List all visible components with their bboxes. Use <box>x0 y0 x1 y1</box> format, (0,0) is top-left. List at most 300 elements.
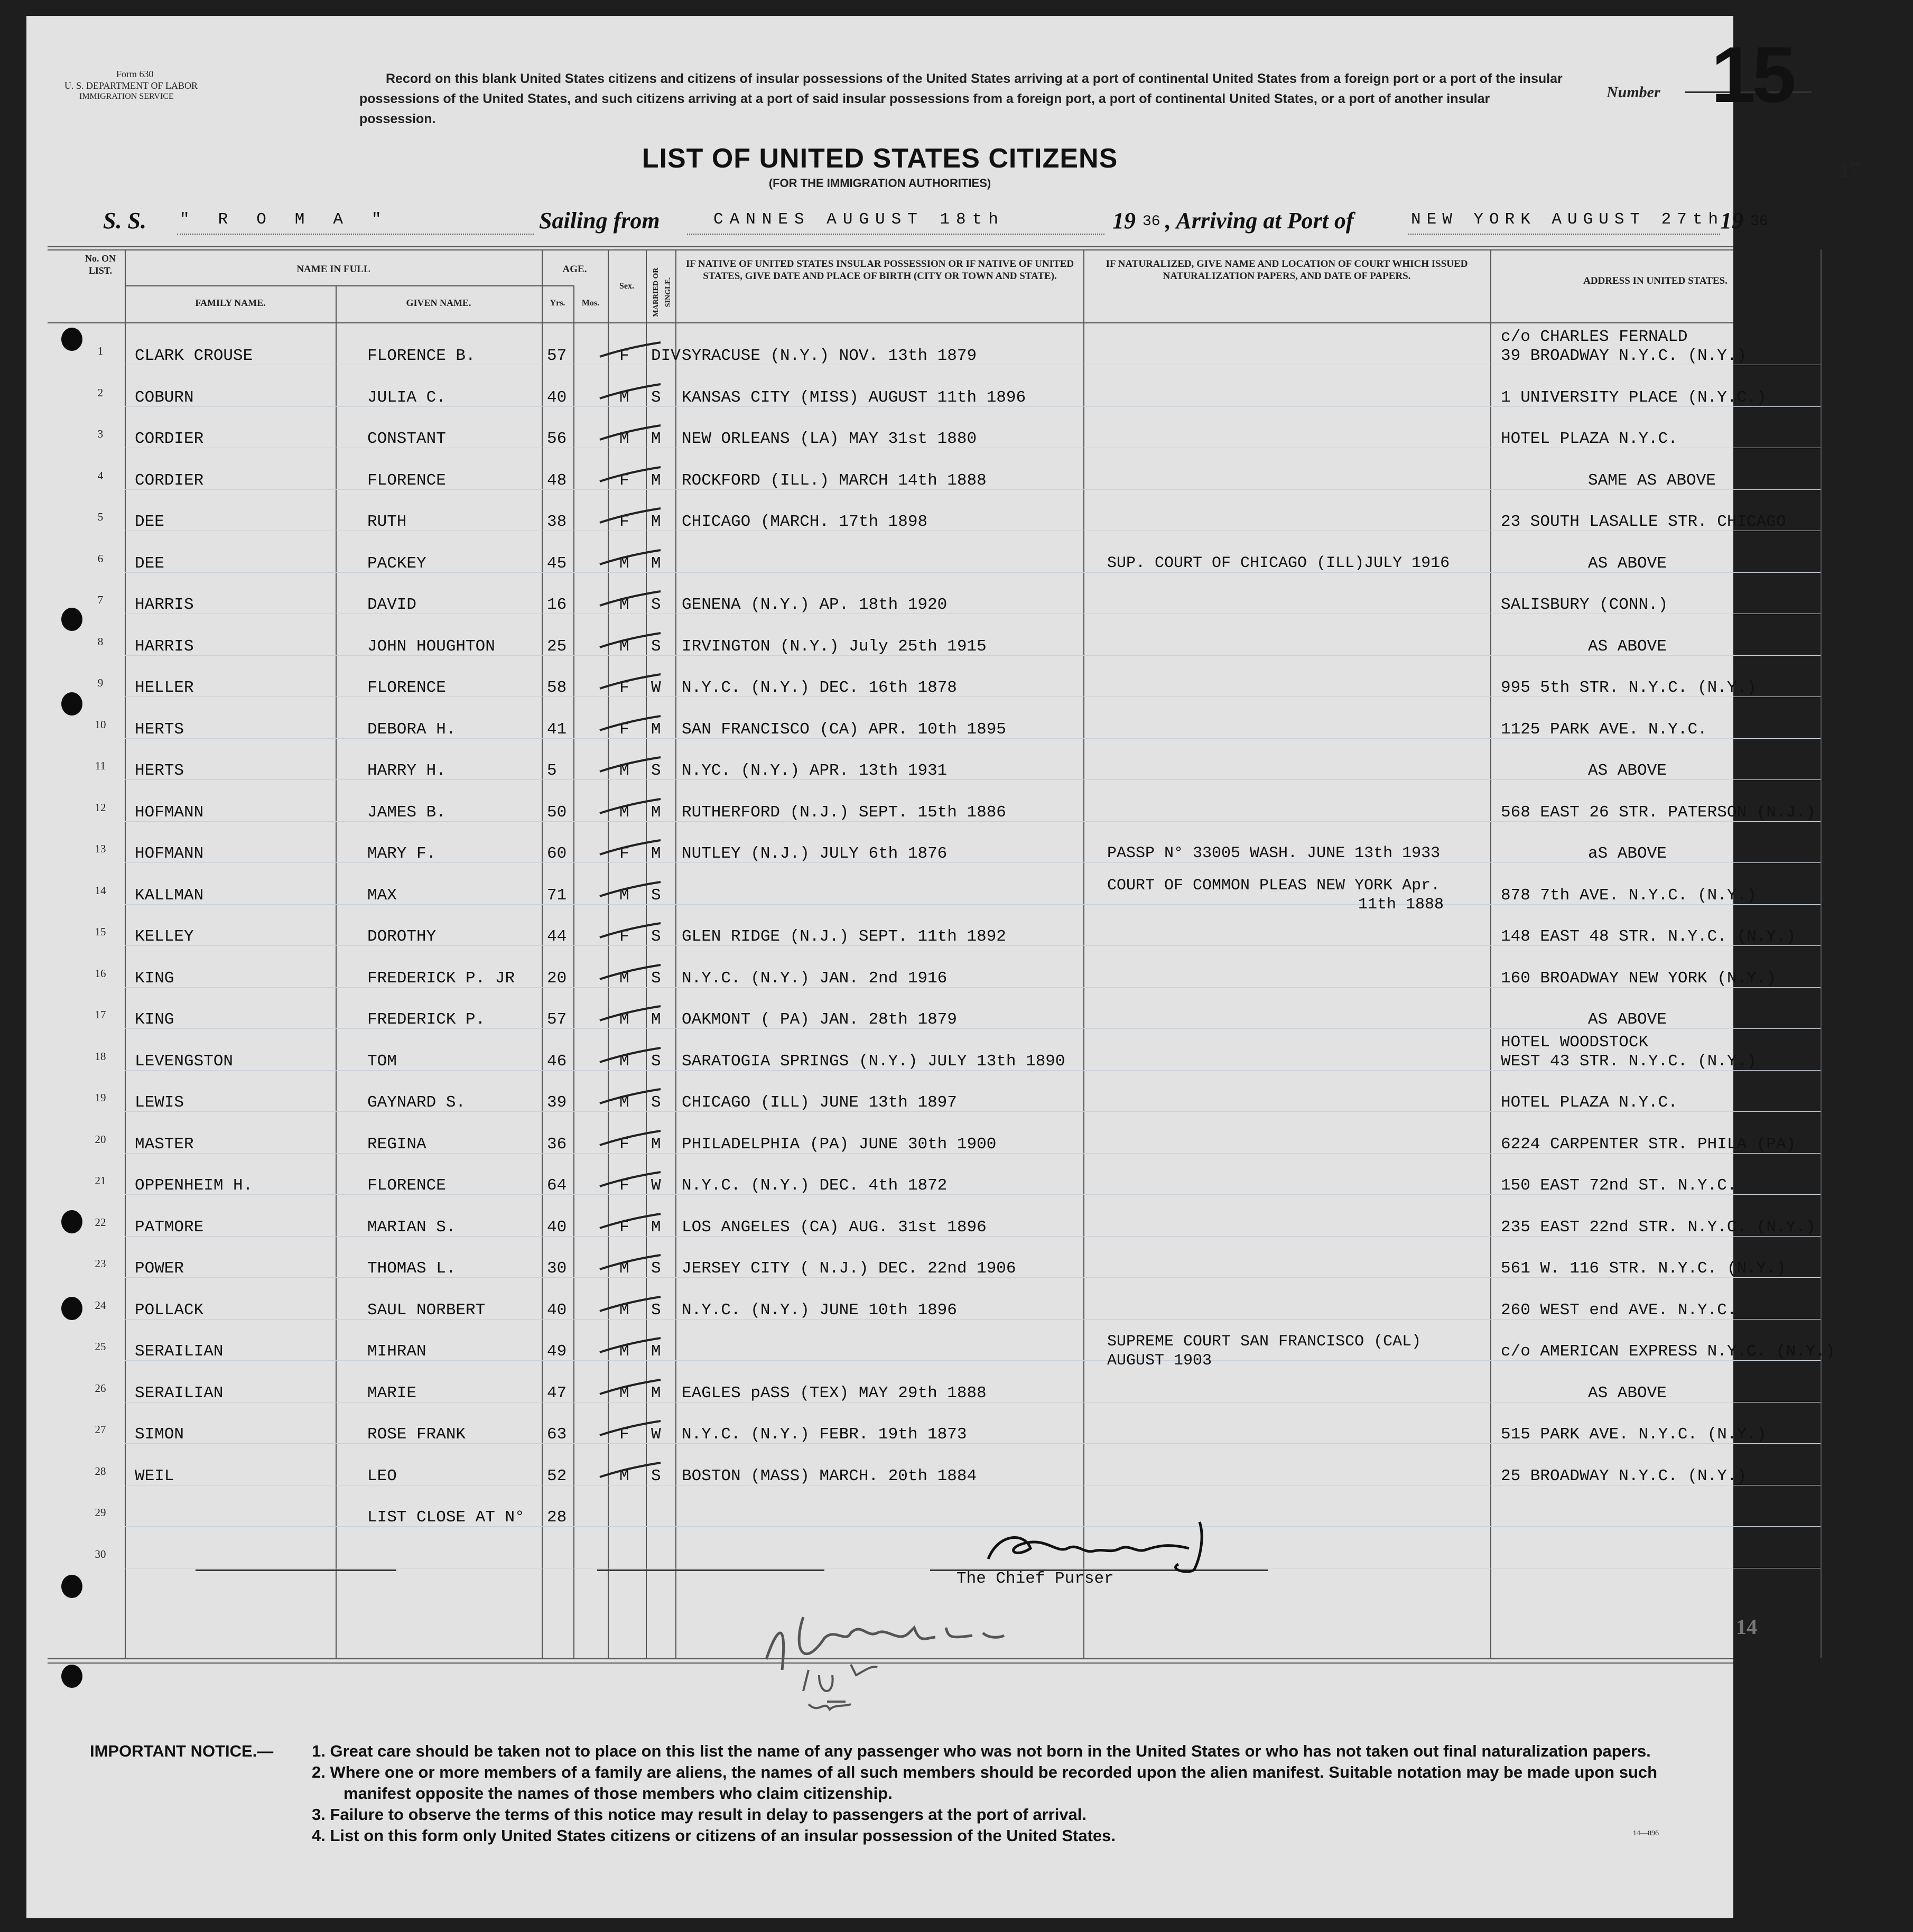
family-name: COBURN <box>135 388 194 407</box>
marital-status: S <box>651 1259 661 1278</box>
check-mark <box>595 624 668 655</box>
check-mark <box>595 665 668 696</box>
age-years: 57 <box>547 347 567 365</box>
number-label: Number <box>1606 83 1660 101</box>
given-name: LIST CLOSE AT N° <box>367 1508 525 1527</box>
check-stroke <box>600 1380 661 1394</box>
address: 25 BROADWAY N.Y.C. (N.Y.) <box>1501 1466 1747 1485</box>
row-number: 14 <box>95 884 106 897</box>
check-mark <box>595 955 668 987</box>
list-number: 15 <box>1711 30 1793 119</box>
ss-label: S. S. <box>103 208 146 234</box>
given-name: TOM <box>367 1052 397 1071</box>
birth-place-date: ROCKFORD (ILL.) MARCH 14th 1888 <box>682 471 987 490</box>
given-name: FLORENCE <box>367 1176 446 1195</box>
check-mark <box>595 499 668 531</box>
marital-status: W <box>651 679 661 697</box>
col-name-in-full: NAME IN FULL <box>296 264 370 275</box>
row-number: 4 <box>97 469 104 482</box>
age-years: 60 <box>547 844 567 863</box>
check-stroke <box>600 550 661 564</box>
marital-status: DIV <box>651 347 681 365</box>
marital-status: M <box>651 471 661 490</box>
address: AS ABOVE <box>1588 637 1667 656</box>
given-name: JAMES B. <box>367 803 446 822</box>
address: HOTEL PLAZA N.Y.C. <box>1501 1093 1678 1112</box>
row-number: 1 <box>97 345 104 357</box>
address: aS ABOVE <box>1588 844 1667 863</box>
sex: M <box>619 886 629 905</box>
punch-hole <box>61 1210 82 1233</box>
family-name: CORDIER <box>135 430 204 448</box>
punch-hole <box>61 692 82 716</box>
family-name: WEIL <box>135 1466 174 1485</box>
check-mark <box>595 1329 668 1360</box>
notice-2: 2. Where one or more members of a family are aliens, the names of all such members should be recorded upon the alien manifest. Suitable notation may be made upon such <box>312 1763 1658 1781</box>
marital-status: S <box>651 637 661 656</box>
row-number: 21 <box>95 1174 106 1187</box>
check-stroke <box>600 1214 661 1228</box>
family-name: MASTER <box>135 1135 194 1154</box>
given-name: ROSE FRANK <box>367 1425 466 1444</box>
check-mark <box>595 1246 668 1277</box>
sex: M <box>619 1259 629 1278</box>
age-years: 39 <box>547 1093 567 1112</box>
row-number: 9 <box>97 676 104 689</box>
birth-place-date: N.Y.C. (N.Y.) DEC. 16th 1878 <box>682 679 957 697</box>
form-code: 14—896 <box>1633 1829 1659 1837</box>
sex: M <box>619 1383 629 1402</box>
birth-place-date: CHICAGO (MARCH. 17th 1898 <box>682 513 928 531</box>
check-mark <box>595 997 668 1028</box>
address: 878 7th AVE. N.Y.C. (N.Y.) <box>1501 886 1757 905</box>
marital-status: M <box>651 1135 661 1154</box>
marital-status: W <box>651 1425 661 1444</box>
punch-hole <box>61 1665 82 1688</box>
row-number: 28 <box>95 1464 106 1478</box>
row-number: 15 <box>95 925 106 938</box>
address: 561 W. 116 STR. N.Y.C. (N.Y.) <box>1501 1259 1786 1278</box>
row-number: 16 <box>95 967 106 980</box>
punch-hole <box>61 1297 82 1320</box>
sex: M <box>619 761 629 780</box>
check-stroke <box>600 799 661 813</box>
check-mark <box>595 1038 668 1070</box>
naturalization: SUP. COURT OF CHICAGO (ILL)JULY 1916 <box>1107 554 1450 572</box>
row-number: 2 <box>97 386 104 399</box>
birth-place-date: JERSEY CITY ( N.J.) DEC. 22nd 1906 <box>682 1259 1016 1278</box>
arriving-label: , Arriving at Port of <box>1165 208 1354 234</box>
marital-status: S <box>651 1052 661 1071</box>
birth-place-date: SYRACUSE (N.Y.) NOV. 13th 1879 <box>682 347 977 365</box>
age-years: 41 <box>547 720 567 739</box>
given-name: JOHN HOUGHTON <box>367 637 495 656</box>
address: 995 5th STR. N.Y.C. (N.Y.) <box>1501 679 1757 697</box>
check-mark <box>595 831 668 862</box>
sex: M <box>619 1010 629 1029</box>
col-address: ADDRESS IN UNITED STATES. <box>1583 275 1728 286</box>
birth-place-date: NEW ORLEANS (LA) MAY 31st 1880 <box>682 430 977 448</box>
check-mark <box>595 914 668 945</box>
row-number: 23 <box>95 1257 106 1270</box>
row-number: 11 <box>95 759 106 772</box>
sex: F <box>619 927 629 946</box>
check-mark <box>595 582 668 614</box>
family-name: OPPENHEIM H. <box>135 1176 253 1195</box>
birth-place-date: N.Y.C. (N.Y.) JAN. 2nd 1916 <box>682 969 948 988</box>
age-years: 40 <box>547 1218 567 1237</box>
row-number: 10 <box>95 718 106 731</box>
family-name: HELLER <box>135 679 194 697</box>
check-stroke <box>600 1255 661 1269</box>
given-name: LEO <box>367 1466 397 1485</box>
marital-status: S <box>651 596 661 614</box>
given-name: MARIAN S. <box>367 1218 456 1237</box>
age-years: 28 <box>547 1508 567 1527</box>
col-given-name: GIVEN NAME. <box>406 298 471 308</box>
given-name: CONSTANT <box>367 430 446 448</box>
age-years: 50 <box>547 803 567 822</box>
family-name: CORDIER <box>135 471 204 490</box>
sex: F <box>619 513 629 531</box>
row-number: 7 <box>97 593 104 606</box>
purser-title: The Chief Purser <box>956 1569 1114 1588</box>
page-subtitle: (FOR THE IMMIGRATION AUTHORITIES) <box>768 177 991 190</box>
family-name: HARRIS <box>135 637 194 656</box>
marital-status: S <box>651 886 661 905</box>
family-name: KING <box>135 969 174 988</box>
address: 260 WEST end AVE. N.Y.C. <box>1501 1301 1737 1320</box>
check-mark <box>595 1121 668 1153</box>
naturalization: COURT OF COMMON PLEAS NEW YORK Apr. <box>1107 876 1441 895</box>
sailing-from-value: CANNES AUGUST 18th <box>713 210 1005 229</box>
check-stroke <box>600 425 661 440</box>
sex: M <box>619 1466 629 1485</box>
col-family-name: FAMILY NAME. <box>195 298 266 308</box>
marital-status: M <box>651 844 661 863</box>
check-stroke <box>600 965 661 979</box>
form-number: Form 630 <box>116 69 154 79</box>
punch-hole <box>61 608 82 631</box>
birth-place-date: CHICAGO (ILL) JUNE 13th 1897 <box>682 1093 957 1112</box>
sex: F <box>619 1176 629 1195</box>
page-number: 17 <box>1839 158 1860 182</box>
given-name: HARRY H. <box>367 761 446 780</box>
address: 39 BROADWAY N.Y.C. (N.Y.) <box>1501 347 1747 365</box>
age-years: 30 <box>547 1259 567 1278</box>
col-no: No. ON LIST. <box>85 253 116 276</box>
sex: M <box>619 1301 629 1320</box>
sex: M <box>619 388 629 407</box>
notice-1: 1. Great care should be taken not to place on this list the name of any passenger who was not born in the United States or who has not taken out final naturalization papers. <box>312 1742 1651 1760</box>
sex: M <box>619 554 629 573</box>
age-years: 46 <box>547 1052 567 1071</box>
check-mark <box>595 1411 668 1443</box>
marital-status: S <box>651 969 661 988</box>
marital-status: M <box>651 1342 661 1361</box>
marital-status: M <box>651 803 661 822</box>
family-name: KING <box>135 1010 174 1029</box>
address: AS ABOVE <box>1588 761 1667 780</box>
row-number: 25 <box>95 1340 106 1353</box>
age-years: 49 <box>547 1342 567 1361</box>
age-years: 48 <box>547 471 567 490</box>
sex: M <box>619 1093 629 1112</box>
family-name: HOFMANN <box>135 844 204 863</box>
check-mark <box>595 1370 668 1402</box>
row-number: 26 <box>95 1381 106 1395</box>
col-age: AGE. <box>562 264 587 275</box>
given-name: DOROTHY <box>367 927 437 946</box>
family-name: HERTS <box>135 720 184 739</box>
check-stroke <box>600 1421 661 1435</box>
age-years: 58 <box>547 679 567 697</box>
marital-status: M <box>651 513 661 531</box>
given-name: JULIA C. <box>367 388 446 407</box>
address: 150 EAST 72nd ST. N.Y.C. <box>1501 1176 1737 1195</box>
age-years: 71 <box>547 886 567 905</box>
marital-status: S <box>651 1301 661 1320</box>
marital-status: M <box>651 720 661 739</box>
birth-place-date: KANSAS CITY (MISS) AUGUST 11th 1896 <box>682 388 1026 407</box>
family-name: LEVENGSTON <box>135 1052 234 1071</box>
check-stroke <box>600 591 661 606</box>
manifest-sheet <box>26 16 1860 1918</box>
check-stroke <box>600 757 661 772</box>
given-name: FLORENCE B. <box>367 347 476 365</box>
sex: M <box>619 596 629 614</box>
address: 1 UNIVERSITY PLACE (N.Y.C.) <box>1501 388 1767 407</box>
check-stroke <box>600 467 661 481</box>
inspector-signature <box>740 1596 1057 1717</box>
age-years: 16 <box>547 596 567 614</box>
year-prefix-1: 19 <box>1112 208 1136 234</box>
check-stroke <box>600 1463 661 1477</box>
address-line-1: c/o CHARLES FERNALD <box>1501 328 1688 346</box>
birth-place-date: IRVINGTON (N.Y.) July 25th 1915 <box>682 637 987 656</box>
notice-3: 3. Failure to observe the terms of this notice may result in delay to passengers at the port of arrival. <box>312 1805 1087 1824</box>
intro-text: Record on this blank United States citizens and citizens of insular possessions of the United States arriving at a port of continental United States from a foreign port or a port of the insular possessions of the United States, and such citizens arriving at a port of said insular possessions from a foreign port, a port of continental United States, or a port of another insular possession. <box>359 71 1563 126</box>
address: AS ABOVE <box>1588 1383 1667 1402</box>
birth-place-date: BOSTON (MASS) MARCH. 20th 1884 <box>682 1466 977 1485</box>
family-name: CLARK CROUSE <box>135 347 253 365</box>
check-stroke <box>600 840 661 854</box>
age-years: 38 <box>547 513 567 531</box>
age-years: 44 <box>547 927 567 946</box>
family-name: SERAILIAN <box>135 1383 224 1402</box>
address: WEST 43 STR. N.Y.C. (N.Y.) <box>1501 1052 1757 1071</box>
naturalization-cont: 11th 1888 <box>1358 895 1444 914</box>
row-number: 29 <box>95 1506 106 1519</box>
service: IMMIGRATION SERVICE <box>79 92 174 101</box>
sex: F <box>619 720 629 739</box>
family-name: LEWIS <box>135 1093 184 1112</box>
sex: M <box>619 803 629 822</box>
birth-place-date: N.Y.C. (N.Y.) DEC. 4th 1872 <box>682 1176 948 1195</box>
age-years: 47 <box>547 1383 567 1402</box>
address: 515 PARK AVE. N.Y.C. (N.Y.) <box>1501 1425 1767 1444</box>
row-number: 30 <box>95 1547 106 1561</box>
birth-place-date: N.Y.C. (N.Y.) FEBR. 19th 1873 <box>682 1425 967 1444</box>
check-stroke <box>600 1048 661 1062</box>
sex: F <box>619 844 629 863</box>
given-name: PACKEY <box>367 554 426 573</box>
marital-status: S <box>651 761 661 780</box>
row-number: 13 <box>95 842 106 855</box>
check-mark <box>595 1163 668 1194</box>
punch-hole <box>61 328 82 351</box>
sex: M <box>619 1052 629 1071</box>
birth-place-date: RUTHERFORD (N.J.) SEPT. 15th 1886 <box>682 803 1006 822</box>
marital-status: M <box>651 430 661 448</box>
address: SAME AS ABOVE <box>1588 471 1716 490</box>
check-mark <box>595 707 668 738</box>
row-number: 22 <box>95 1215 106 1229</box>
family-name: POWER <box>135 1259 184 1278</box>
given-name: SAUL NORBERT <box>367 1301 486 1320</box>
birth-place-date: N.Y.C. (N.Y.) JUNE 10th 1896 <box>682 1301 957 1320</box>
ship-name: "ROMA" <box>180 210 410 229</box>
given-name: FLORENCE <box>367 471 446 490</box>
age-years: 64 <box>547 1176 567 1195</box>
row-number: 12 <box>95 801 106 814</box>
given-name: MAX <box>367 886 397 905</box>
given-name: GAYNARD S. <box>367 1093 466 1112</box>
row-number: 17 <box>95 1008 106 1021</box>
family-name: SIMON <box>135 1425 184 1444</box>
family-name: HERTS <box>135 761 184 780</box>
address: AS ABOVE <box>1588 554 1667 573</box>
row-number: 27 <box>95 1423 106 1436</box>
check-stroke <box>600 1131 661 1145</box>
check-stroke <box>600 508 661 523</box>
row-number: 18 <box>95 1049 106 1063</box>
check-mark <box>595 1287 668 1319</box>
sex: M <box>619 637 629 656</box>
family-name: HOFMANN <box>135 803 204 822</box>
notice-heading: IMPORTANT NOTICE.— <box>90 1742 274 1760</box>
check-stroke <box>600 1089 661 1103</box>
sex: F <box>619 1135 629 1154</box>
age-years: 36 <box>547 1135 567 1154</box>
age-years: 40 <box>547 388 567 407</box>
arriving-value: NEW YORK AUGUST 27th <box>1411 210 1724 229</box>
sex: F <box>619 679 629 697</box>
purser-signature <box>967 1511 1284 1575</box>
address: HOTEL PLAZA N.Y.C. <box>1501 430 1678 448</box>
handwritten-14: 14 <box>1736 1615 1757 1639</box>
row-number: 24 <box>95 1298 106 1312</box>
marital-status: S <box>651 388 661 407</box>
birth-place-date: EAGLES pASS (TEX) MAY 29th 1888 <box>682 1383 987 1402</box>
address: 6224 CARPENTER STR. PHILA (PA) <box>1501 1135 1796 1154</box>
col-married: MARRIED OR SINGLE. <box>652 267 672 317</box>
punch-hole <box>61 1575 82 1598</box>
check-stroke <box>600 1006 661 1020</box>
age-years: 40 <box>547 1301 567 1320</box>
birth-place-date: GENENA (N.Y.) AP. 18th 1920 <box>682 596 948 614</box>
birth-place-date: SARATOGIA SPRINGS (N.Y.) JULY 13th 1890 <box>682 1052 1065 1071</box>
address: SALISBURY (CONN.) <box>1501 596 1668 614</box>
col-sex: Sex. <box>619 282 634 291</box>
age-years: 5 <box>547 761 557 780</box>
birth-place-date: SAN FRANCISCO (CA) APR. 10th 1895 <box>682 720 1006 739</box>
check-stroke <box>600 633 661 647</box>
address: 568 EAST 26 STR. PATERSON (N.J.) <box>1501 803 1816 822</box>
page-title: LIST OF UNITED STATES CITIZENS <box>642 143 1118 174</box>
family-name: DEE <box>135 513 164 531</box>
naturalization-cont: AUGUST 1903 <box>1107 1352 1212 1370</box>
col-mos: Mos. <box>581 299 600 308</box>
marital-status: W <box>651 1176 661 1195</box>
marital-status: M <box>651 1383 661 1402</box>
check-stroke <box>600 342 661 357</box>
sex: F <box>619 1425 629 1444</box>
birth-place-date: N.YC. (N.Y.) APR. 13th 1931 <box>682 761 948 780</box>
given-name: MARIE <box>367 1383 417 1402</box>
row-number: 5 <box>97 510 104 523</box>
address: 235 EAST 22nd STR. N.Y.C. (N.Y.) <box>1501 1218 1816 1237</box>
address: c/o AMERICAN EXPRESS N.Y.C. (N.Y.) <box>1501 1342 1835 1361</box>
family-name: KALLMAN <box>135 886 204 905</box>
given-name: DEBORA H. <box>367 720 456 739</box>
marital-status: M <box>651 554 661 573</box>
age-years: 52 <box>547 1466 567 1485</box>
row-number: 6 <box>97 552 104 565</box>
check-mark <box>595 872 668 904</box>
family-name: SERAILIAN <box>135 1342 224 1361</box>
notice-4: 4. List on this form only United States citizens or citizens of an insular possession of the United States. <box>312 1826 1116 1845</box>
family-name: HARRIS <box>135 596 194 614</box>
check-mark <box>595 1204 668 1236</box>
year-suffix-1: 36 <box>1143 213 1160 230</box>
marital-status: S <box>651 1093 661 1112</box>
check-mark <box>595 789 668 821</box>
birth-place-date: LOS ANGELES (CA) AUG. 31st 1896 <box>682 1218 987 1237</box>
age-years: 57 <box>547 1010 567 1029</box>
birth-place-date: GLEN RIDGE (N.J.) SEPT. 11th 1892 <box>682 927 1006 946</box>
notice-2-cont: manifest opposite the names of those members who claim citizenship. <box>343 1784 893 1803</box>
year-suffix-2: 36 <box>1750 213 1768 230</box>
family-name: KELLEY <box>135 927 194 946</box>
marital-status: M <box>651 1010 661 1029</box>
address: AS ABOVE <box>1588 1010 1667 1029</box>
address: 160 BROADWAY NEW YORK (N.Y.) <box>1501 969 1776 988</box>
naturalization: SUPREME COURT SAN FRANCISCO (CAL) <box>1107 1333 1422 1351</box>
check-mark <box>595 375 668 406</box>
row-number: 20 <box>95 1132 106 1146</box>
row-number: 19 <box>95 1091 106 1104</box>
check-stroke <box>600 923 661 937</box>
sex: F <box>619 1218 629 1237</box>
given-name: FLORENCE <box>367 679 446 697</box>
col-birthplace: IF NATIVE OF UNITED STATES INSULAR POSSESSION OR IF NATIVE OF UNITED STATES, GIVE DATE AND PLACE OF BIRTH (CITY OR TOWN AND STATE). <box>685 258 1074 282</box>
given-name: DAVID <box>367 596 417 614</box>
check-stroke <box>600 1338 661 1352</box>
check-stroke <box>600 674 661 689</box>
row-number: 8 <box>97 635 104 648</box>
check-mark <box>595 1080 668 1111</box>
family-name: PATMORE <box>135 1218 204 1237</box>
age-years: 45 <box>547 554 567 573</box>
naturalization: PASSP N° 33005 WASH. JUNE 13th 1933 <box>1107 844 1441 862</box>
age-years: 25 <box>547 637 567 656</box>
family-name: DEE <box>135 554 164 573</box>
given-name: THOMAS L. <box>367 1259 456 1278</box>
check-mark <box>595 748 668 779</box>
sex: M <box>619 969 629 988</box>
given-name: FREDERICK P. <box>367 1010 486 1029</box>
